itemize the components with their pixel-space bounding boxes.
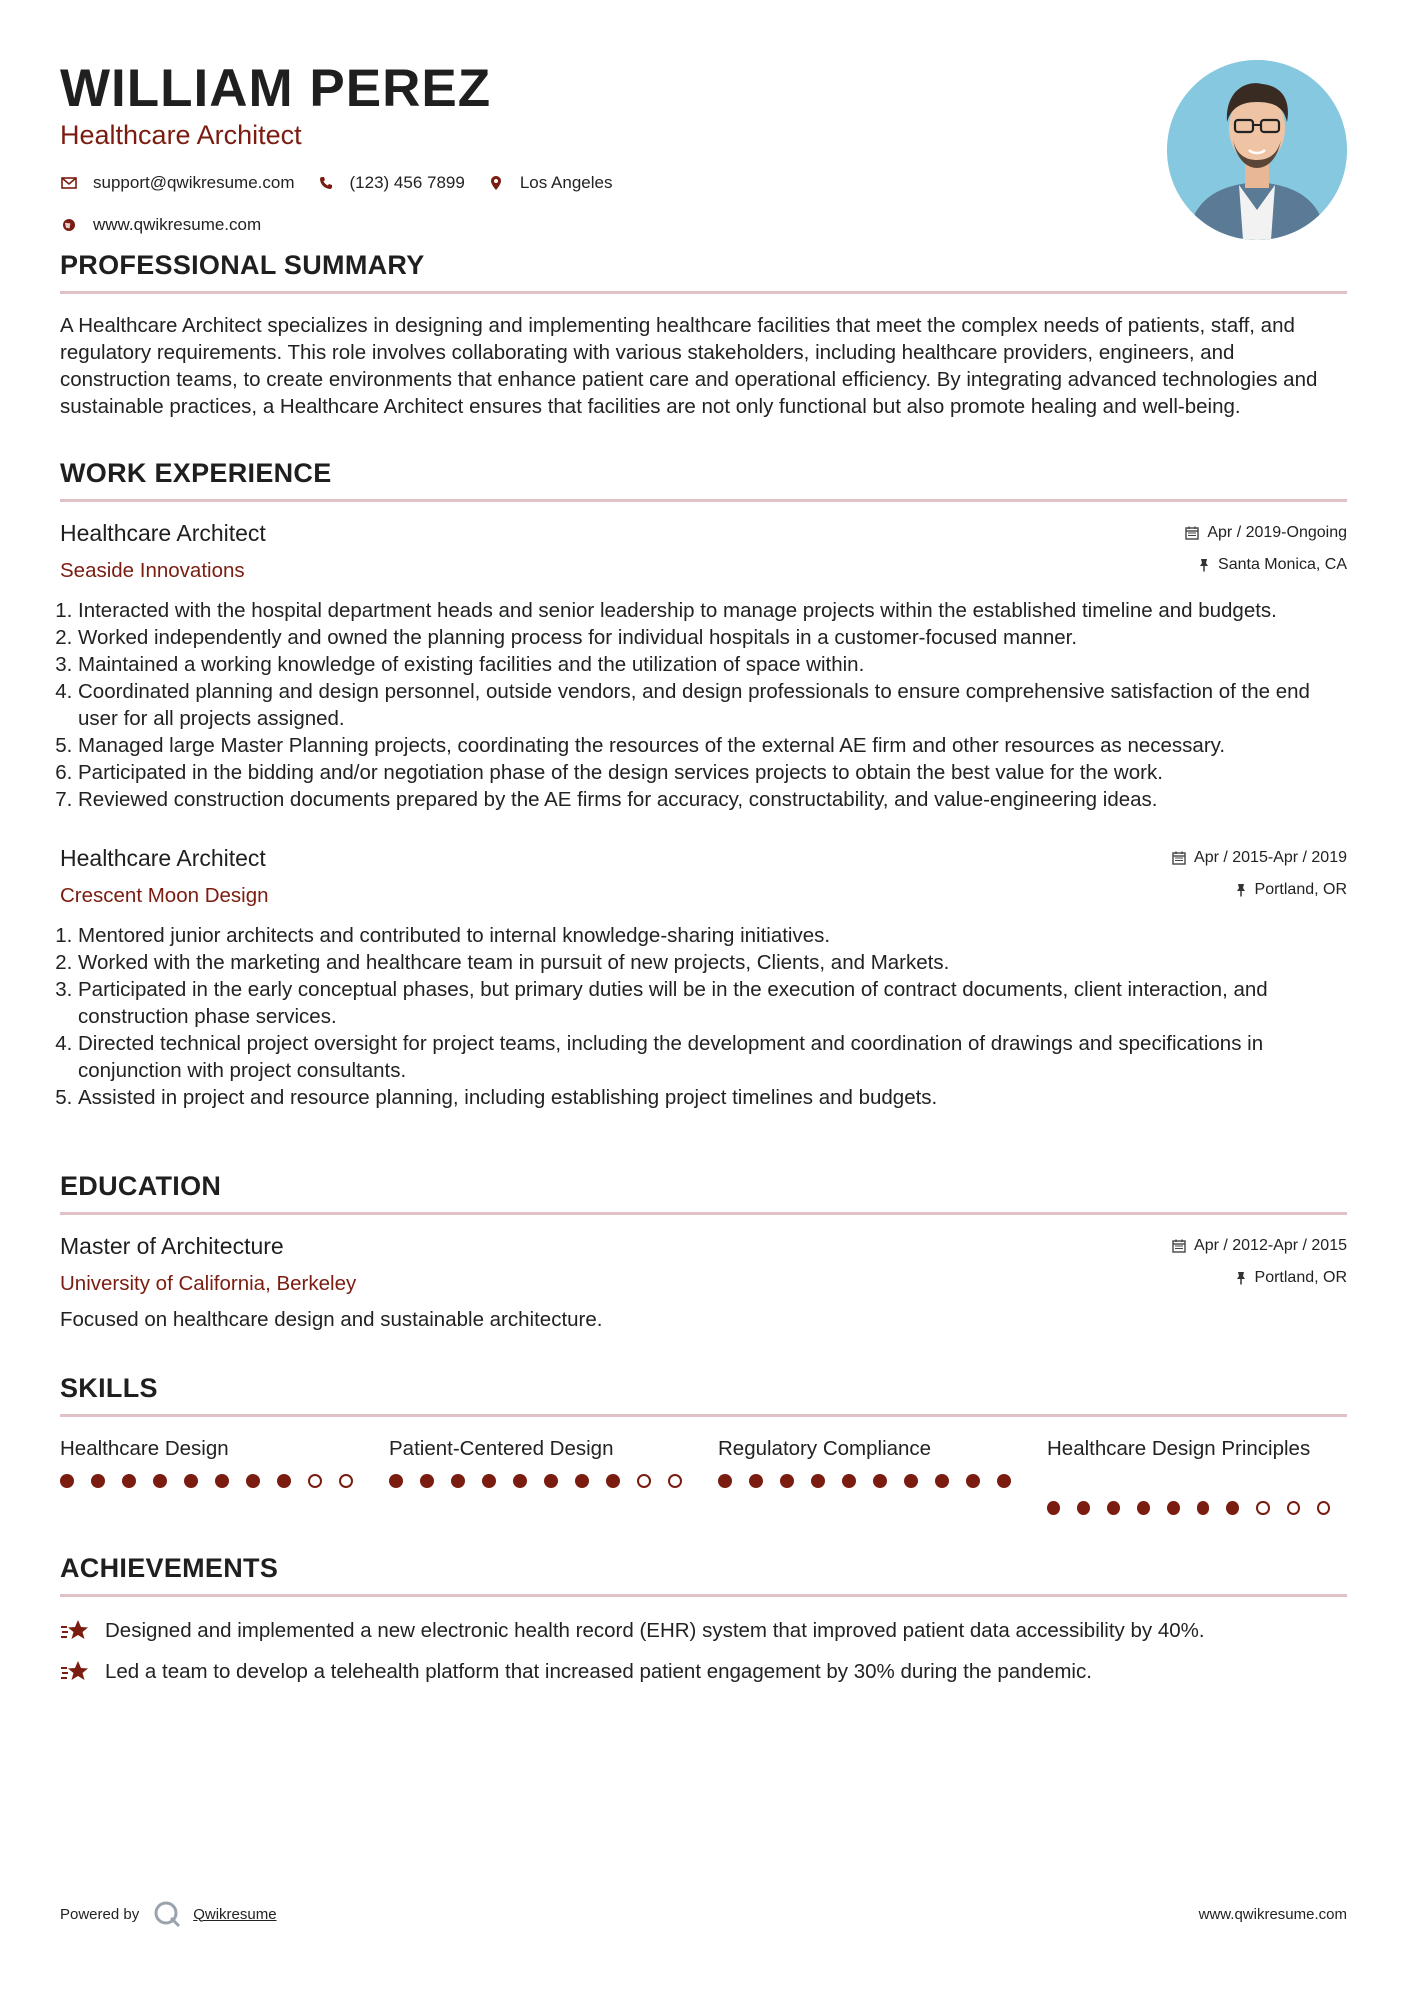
- rating-dot-filled: [122, 1474, 136, 1488]
- rating-dot-filled: [277, 1474, 291, 1488]
- pushpin-icon: [1198, 558, 1210, 572]
- calendar-icon: [1172, 1239, 1186, 1253]
- achievements-section: [60, 1553, 1347, 1685]
- website-text[interactable]: www.qwikresume.com: [93, 215, 262, 234]
- rating-dot-filled: [1197, 1501, 1210, 1515]
- skill-rating: [1047, 1501, 1347, 1515]
- email-text[interactable]: support@qwikresume.com: [93, 173, 295, 192]
- rating-dot-filled: [606, 1474, 620, 1488]
- list-item: 5. Managed large Master Planning projects, coordinating the resources of the external AE firm and other resources as necessary.: [78, 732, 1347, 759]
- star-award-icon: [60, 1617, 92, 1644]
- experience-title: WORK EXPERIENCE: [60, 458, 332, 488]
- rating-dot-filled: [1047, 1501, 1060, 1515]
- achievement-text: Led a team to develop a telehealth platform that increased patient engagement by 30% during the pandemic.: [105, 1660, 1092, 1683]
- rating-dot-filled: [482, 1474, 496, 1488]
- mail-icon: [60, 174, 78, 192]
- rating-dot-filled: [997, 1474, 1011, 1488]
- rating-dot-filled: [749, 1474, 763, 1488]
- contact-website: [60, 215, 261, 235]
- qwikresume-logo-icon: [153, 1900, 181, 1928]
- education-description: Focused on healthcare design and sustainable architecture.: [60, 1308, 603, 1331]
- contact-row: [60, 173, 634, 193]
- rating-dot-filled: [873, 1474, 887, 1488]
- rating-dot-filled: [1077, 1501, 1090, 1515]
- footer-website[interactable]: www.qwikresume.com: [1198, 1905, 1347, 1923]
- rating-dot-filled: [60, 1474, 74, 1488]
- phone-icon: [317, 174, 335, 192]
- job-company: Crescent Moon Design: [60, 884, 269, 907]
- rating-dot-filled: [811, 1474, 825, 1488]
- rating-dot-filled: [575, 1474, 589, 1488]
- list-item: 3. Maintained a working knowledge of existing facilities and the utilization of space within.: [78, 651, 1347, 678]
- section-divider: [60, 291, 1347, 294]
- contact-email: [60, 173, 295, 193]
- skill-name: Healthcare Design: [60, 1437, 229, 1460]
- rating-dot-empty: [1287, 1501, 1300, 1515]
- section-divider: [60, 1212, 1347, 1215]
- skill-rating: [60, 1474, 389, 1488]
- rating-dot-empty: [668, 1474, 682, 1488]
- job-location: [1235, 881, 1347, 899]
- rating-dot-filled: [1137, 1501, 1150, 1515]
- job-company: Seaside Innovations: [60, 559, 245, 582]
- rating-dot-filled: [780, 1474, 794, 1488]
- rating-dot-filled: [1167, 1501, 1180, 1515]
- education-entry: [60, 1233, 1347, 1333]
- rating-dot-filled: [718, 1474, 732, 1488]
- phone-text: (123) 456 7899: [349, 173, 465, 192]
- rating-dot-filled: [451, 1474, 465, 1488]
- skill-name: Regulatory Compliance: [718, 1437, 932, 1460]
- job-title: Healthcare Architect: [60, 845, 266, 871]
- rating-dot-filled: [153, 1474, 167, 1488]
- job-date: [1172, 849, 1347, 867]
- rating-dot-filled: [420, 1474, 434, 1488]
- candidate-name: WILLIAM PEREZ: [60, 59, 492, 118]
- school-name: University of California, Berkeley: [60, 1272, 357, 1295]
- profile-photo: [1167, 60, 1347, 240]
- job-duties: [60, 597, 1347, 813]
- job-location-text: Santa Monica, CA: [1218, 556, 1347, 573]
- skill-item: [1047, 1435, 1347, 1515]
- degree-title: Master of Architecture: [60, 1233, 284, 1259]
- globe-icon: [60, 216, 78, 234]
- list-item: 4. Directed technical project oversight for project teams, including the development and coordination of drawings and specifications in conjunction with project consultants.: [78, 1030, 1347, 1084]
- brand-link[interactable]: Qwikresume: [193, 1905, 277, 1923]
- list-item: 7. Reviewed construction documents prepared by the AE firms for accuracy, constructability, and value-engineering ideas.: [78, 786, 1347, 813]
- list-item: 3. Participated in the early conceptual phases, but primary duties will be in the execution of contract documents, client interaction, and construction phase services.: [78, 976, 1347, 1030]
- rating-dot-filled: [1226, 1501, 1239, 1515]
- job-date-text: Apr / 2019-Ongoing: [1207, 524, 1347, 541]
- pushpin-icon: [1235, 1271, 1247, 1285]
- rating-dot-filled: [91, 1474, 105, 1488]
- job-entry: [60, 845, 1347, 1111]
- contact-location: [487, 173, 613, 193]
- list-item: 4. Coordinated planning and design personnel, outside vendors, and design professionals to ensure comprehensive satisfaction of the end user for all projects assigned.: [78, 678, 1347, 732]
- education-title: EDUCATION: [60, 1171, 222, 1201]
- rating-dot-filled: [935, 1474, 949, 1488]
- rating-dot-filled: [1107, 1501, 1120, 1515]
- rating-dot-filled: [246, 1474, 260, 1488]
- skills-title: SKILLS: [60, 1373, 158, 1403]
- section-divider: [60, 499, 1347, 502]
- rating-dot-empty: [339, 1474, 353, 1488]
- list-item: 1. Mentored junior architects and contributed to internal knowledge-sharing initiatives.: [78, 922, 1347, 949]
- summary-title: PROFESSIONAL SUMMARY: [60, 250, 425, 280]
- rating-dot-filled: [215, 1474, 229, 1488]
- education-section: [60, 1171, 1347, 1333]
- calendar-icon: [1185, 526, 1199, 540]
- calendar-icon: [1172, 851, 1186, 865]
- section-divider: [60, 1414, 1347, 1417]
- education-date-text: Apr / 2012-Apr / 2015: [1194, 1237, 1347, 1254]
- contact-row-website: [60, 215, 283, 235]
- rating-dot-empty: [1317, 1501, 1330, 1515]
- rating-dot-empty: [1256, 1501, 1269, 1515]
- job-date-text: Apr / 2015-Apr / 2019: [1194, 849, 1347, 866]
- resume-header: [60, 0, 1347, 250]
- job-duties: [60, 922, 1347, 1111]
- achievements-title: ACHIEVEMENTS: [60, 1553, 279, 1583]
- list-item: 2. Worked independently and owned the planning process for individual hospitals in a customer-focused manner.: [78, 624, 1347, 651]
- pushpin-icon: [1235, 883, 1247, 897]
- skill-rating: [718, 1474, 1047, 1488]
- section-divider: [60, 1594, 1347, 1597]
- page-footer: [60, 1900, 1347, 1928]
- contact-phone: [317, 173, 465, 193]
- job-location-text: Portland, OR: [1254, 881, 1347, 898]
- education-location: [1235, 1269, 1347, 1287]
- experience-section: [60, 458, 1347, 1111]
- skill-item: [60, 1435, 389, 1515]
- rating-dot-filled: [842, 1474, 856, 1488]
- rating-dot-filled: [513, 1474, 527, 1488]
- job-entry: [60, 520, 1347, 813]
- rating-dot-filled: [966, 1474, 980, 1488]
- skill-rating: [389, 1474, 718, 1488]
- skill-item: [389, 1435, 718, 1515]
- achievement-item: [60, 1658, 1347, 1685]
- skills-grid: [60, 1435, 1347, 1515]
- education-location-text: Portland, OR: [1254, 1269, 1347, 1286]
- skill-item: [718, 1435, 1047, 1515]
- list-item: 5. Assisted in project and resource planning, including establishing project timelines and budgets.: [78, 1084, 1347, 1111]
- achievement-item: [60, 1617, 1347, 1644]
- candidate-role: Healthcare Architect: [60, 120, 302, 150]
- job-title: Healthcare Architect: [60, 520, 266, 546]
- job-date: [1185, 524, 1347, 542]
- summary-section: [60, 250, 1347, 420]
- rating-dot-filled: [389, 1474, 403, 1488]
- rating-dot-filled: [184, 1474, 198, 1488]
- education-date: [1172, 1237, 1347, 1255]
- skill-name: Patient-Centered Design: [389, 1437, 614, 1460]
- rating-dot-empty: [308, 1474, 322, 1488]
- location-text: Los Angeles: [519, 173, 613, 192]
- rating-dot-filled: [544, 1474, 558, 1488]
- star-award-icon: [60, 1658, 92, 1685]
- summary-text: A Healthcare Architect specializes in designing and implementing healthcare facilities that meet the complex needs of patients, staff, and regulatory requirements. This role involves collaborating with various stakeholders, including healthcare providers, engineers, and construction teams, to create environments that enhance patient care and operational efficiency. By integrating advanced technologies and sustainable practices, a Healthcare Architect ensures that facilities are not only functional but also promote healing and well-being.: [60, 314, 1318, 418]
- list-item: 1. Interacted with the hospital department heads and senior leadership to manage projects within the established timeline and budgets.: [78, 597, 1347, 624]
- achievement-text: Designed and implemented a new electronic health record (EHR) system that improved patient data accessibility by 40%.: [105, 1619, 1205, 1642]
- list-item: 6. Participated in the bidding and/or negotiation phase of the design services projects to obtain the best value for the work.: [78, 759, 1347, 786]
- list-item: 2. Worked with the marketing and healthcare team in pursuit of new projects, Clients, and Markets.: [78, 949, 1347, 976]
- map-pin-icon: [487, 174, 505, 192]
- rating-dot-filled: [904, 1474, 918, 1488]
- skills-section: [60, 1373, 1347, 1515]
- rating-dot-empty: [637, 1474, 651, 1488]
- job-location: [1198, 556, 1347, 574]
- powered-by-label: Powered by: [60, 1905, 140, 1923]
- skill-name: Healthcare Design Principles: [1047, 1437, 1311, 1460]
